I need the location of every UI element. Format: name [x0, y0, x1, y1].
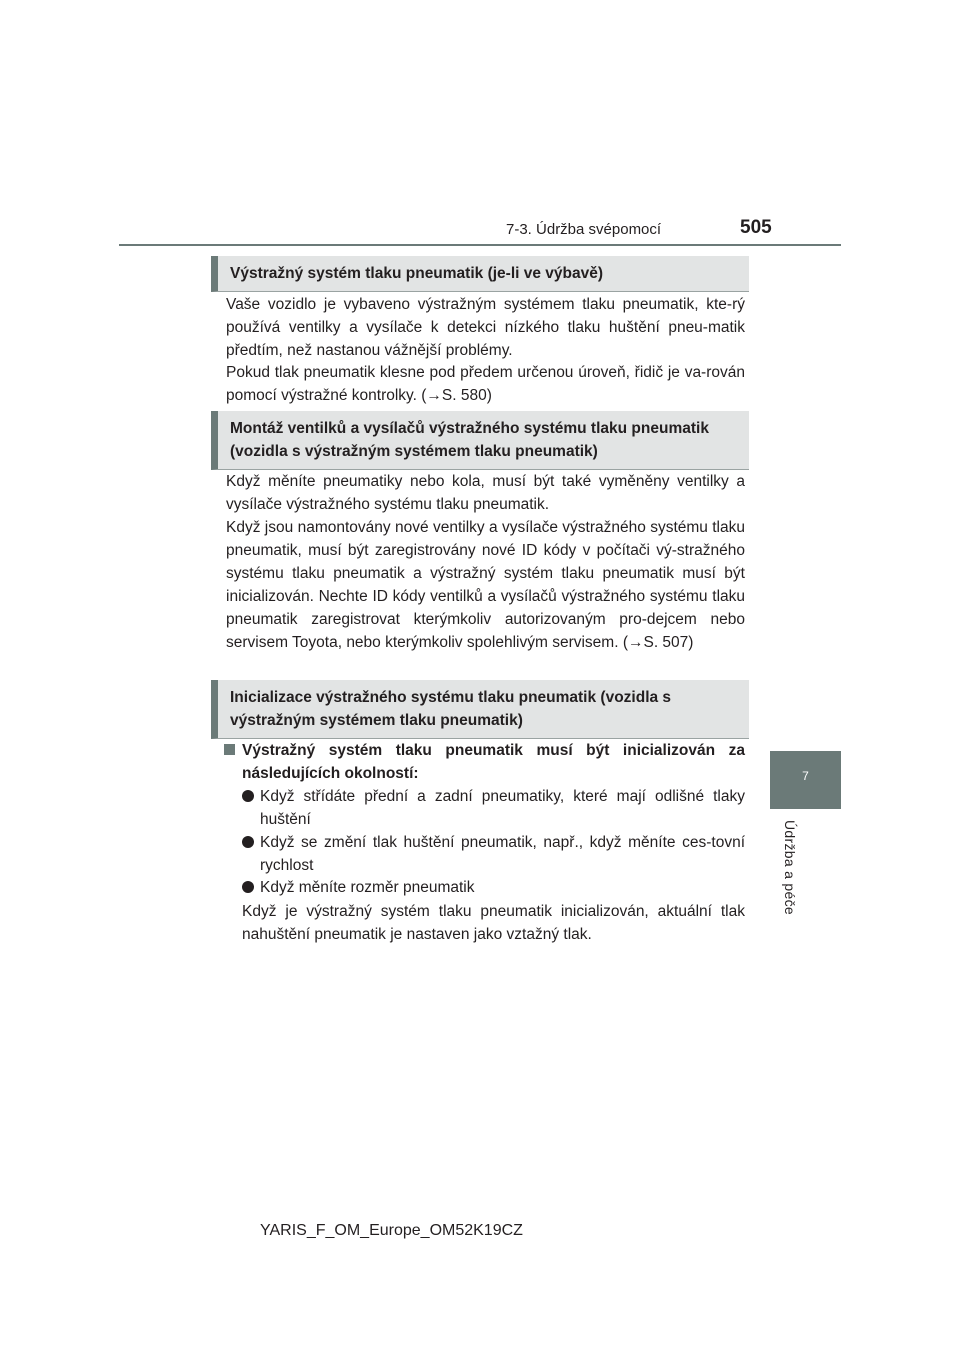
subheading-initialization-conditions: Výstražný systém tlaku pneumatik musí být inicializován za následujících okolností: — [224, 739, 745, 785]
chapter-number: 7 — [802, 769, 809, 783]
bullet-dot-icon — [242, 836, 254, 848]
document-code: YARIS_F_OM_Europe_OM52K19CZ — [260, 1222, 523, 1239]
paragraph-tpws-warning: Pokud tlak pneumatik klesne pod předem určenou úroveň, řidič je va-rován pomocí výstražné kontrolky. (→S. 580) — [226, 364, 745, 404]
section-heading-tpws: Výstražný systém tlaku pneumatik (je-li ve výbavě) — [211, 256, 749, 292]
list-item: Když střídáte přední a zadní pneumatiky, které mají odlišné tlaky huštění — [242, 785, 745, 831]
paragraph-valve-replace: Když měníte pneumatiky nebo kola, musí být také vyměněny ventilky a vysílače výstražného systému tlaku pneumatik. — [226, 473, 745, 513]
bullet-dot-icon — [242, 790, 254, 802]
paragraph-reference-pressure: Když je výstražný systém tlaku pneumatik inicializován, aktuální tlak nahuštění pneumatik je nastaven jako vztažný tlak. — [242, 903, 745, 943]
section-heading-initialization: Inicializace výstražného systému tlaku pneumatik (vozidla s výstražným systémem tlaku pneumatik) — [211, 680, 749, 739]
bullet-dot-icon — [242, 881, 254, 893]
page-number: 505 — [740, 217, 772, 238]
square-bullet-icon — [224, 744, 235, 755]
header-section-title: 7-3. Údržba svépomocí — [506, 221, 662, 238]
paragraph-tpws-intro: Vaše vozidlo je vybaveno výstražným systémem tlaku pneumatik, kte-rý používá ventilky a vysílače k detekci nízkého tlaku huštění pneu-matik předtím, než nastanou vážnější problémy. — [226, 296, 745, 359]
chapter-tab — [770, 751, 841, 809]
list-item: Když se změní tlak huštění pneumatik, např., když měníte ces-tovní rychlost — [242, 831, 745, 877]
section-heading-valve-installation: Montáž ventilků a vysílačů výstražného systému tlaku pneumatik (vozidla s výstražným systémem tlaku pneumatik) — [211, 411, 749, 470]
header-divider — [119, 244, 841, 246]
list-item: Když měníte rozměr pneumatik — [242, 876, 745, 899]
paragraph-id-registration: Když jsou namontovány nové ventilky a vysílače výstražného systému tlaku pneumatik, musí být zaregistrovány nové ID kódy v počítači vý-stražného systému tlaku pneumatik a výstražný systém tlaku pneumatik musí být inicializován. Nechte ID kódy ventilků a vysílačů výstražného systému tlaku pneumatik zaregistrovat kterýmkoliv autorizovaným pro-dejcem nebo servisem Toyota, nebo kterýmkoliv spolehlivým servisem. (→S. 507) — [226, 519, 745, 651]
chapter-label: Údržba a péče — [782, 820, 798, 915]
